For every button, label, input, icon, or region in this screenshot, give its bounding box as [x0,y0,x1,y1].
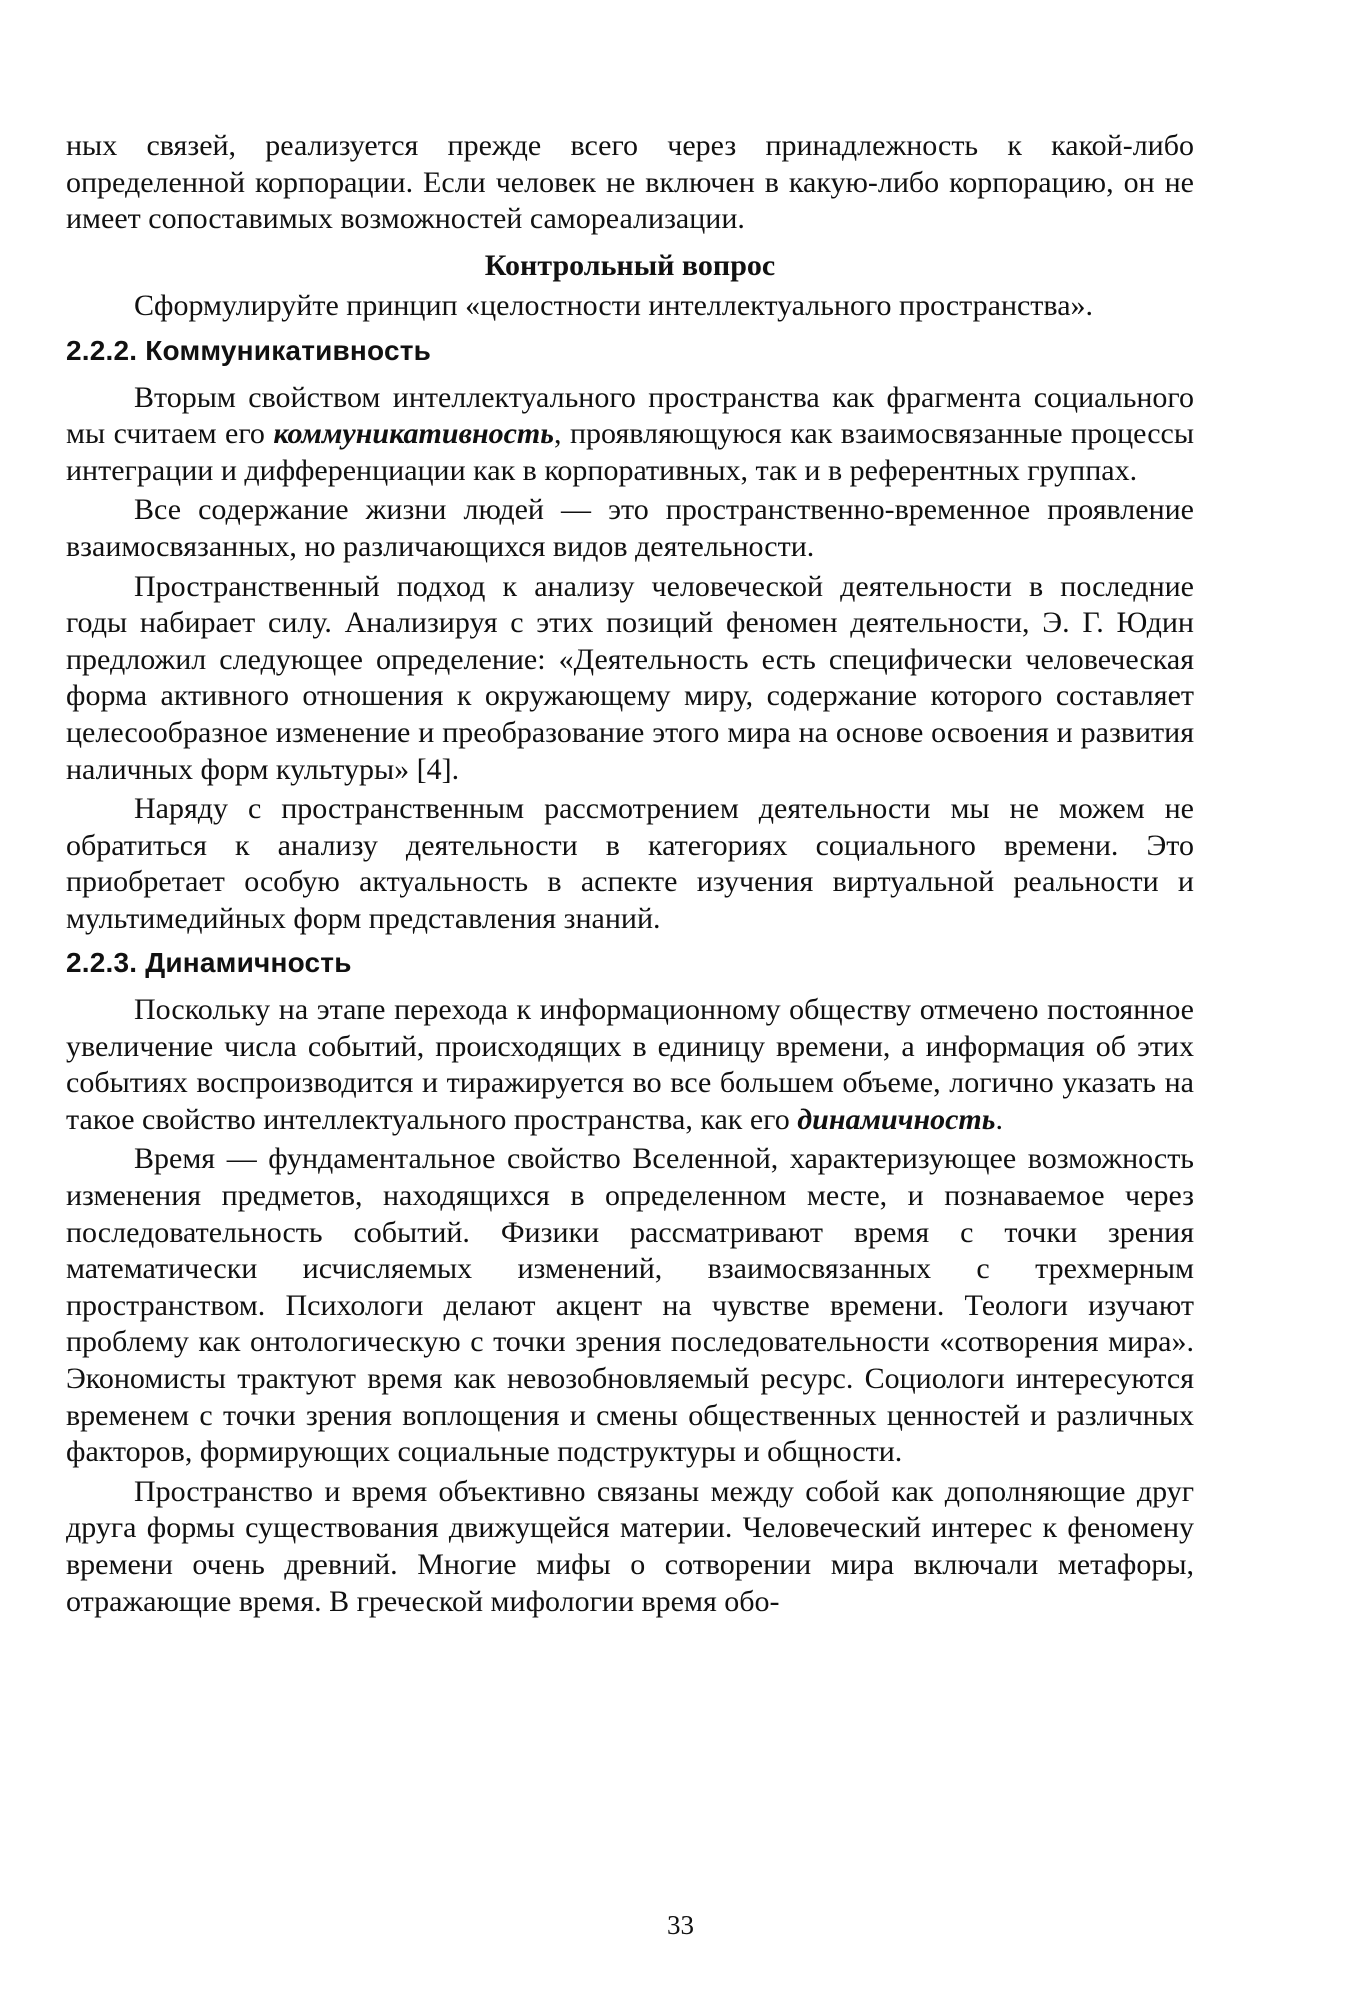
paragraph-text: Вторым свойством интеллектуального пространства как фрагмента социального мы считаем его [66,380,1194,451]
section-heading-dynamism: 2.2.3. Динамичность [66,947,352,979]
paragraph-spatial-approach: Пространственный подход к анализу человеческой деятельности в последние годы набирает силу. Анализируя с этих позиций феномен деятельности, Э. Г. Юдин предложил следующее определение: «Деятельность есть специфически человеческая форма активного отношения к окружающему миру, содержание которого составляет целесообразное изменение и преобразование этого мира на основе освоения и развития наличных форм культуры» [4]. [66,569,1194,786]
paragraph-text: Поскольку на этапе перехода к информационному обществу отмечено постоянное увеличение числа событий, происходящих в единицу времени, а информация об этих событиях воспроизводится и тиражируется во все большем объеме, логично указать на такое свойство интеллектуального пространства, как его [66,993,1194,1136]
paragraph-dynamism-definition [66,992,1194,1138]
section-heading-communicativeness: 2.2.2. Коммуникативность [66,334,432,366]
continuation-paragraph: ных связей, реализуется прежде всего через принадлежность к какой-либо определенной корпорации. Если человек не включен в какую-либо корпорацию, он не имеет сопоставимых возможностей самореализации. [66,129,1194,236]
emphasized-term: коммуникативность [273,417,554,451]
paragraph-time-definition: Время — фундаментальное свойство Вселенной, характеризующее возможность изменения предметов, находящихся в определенном месте, и познаваемое через последовательность событий. Физики рассматривают время с точки зрения математически исчисляемых изменений, взаимосвязанных с трехмерным пространством. Психологи делают акцент на чувстве времени. Теологи изучают проблему как онтологическую с точки зрения последовательности «сотворения мира». Экономисты трактуют время как невозобновляемый ресурс. Социологи интересуются временем с точки зрения воплощения и смены общественных ценностей и различных факторов, формирующих социальные подструктуры и общности. [66,1142,1194,1469]
page-body [66,128,1194,1620]
emphasized-term: динамичность [797,1102,996,1136]
paragraph-space-and-time: Пространство и время объективно связаны между собой как дополняющие друг друга формы существования движущейся материи. Человеческий интерес к феномену времени очень древний. Многие мифы о сотворении мира включали метафоры, отражающие время. В греческой мифологии время обо- [66,1474,1194,1618]
paragraph-text: , проявляющуюся как взаимосвязанные процессы интеграции и дифференциации как в корпоративных, так и в референтных группах. [66,417,1194,487]
paragraph-communicativeness-definition [66,380,1194,490]
paragraph-life-content: Все содержание жизни людей — это пространственно-временное проявление взаимосвязанных, но различающихся видов деятельности. [66,493,1194,563]
control-question-text: Сформулируйте принцип «целостности интеллектуального пространства». [134,289,1094,323]
paragraph-text: . [995,1102,1003,1136]
paragraph-social-time: Наряду с пространственным рассмотрением деятельности мы не можем не обратиться к анализу деятельности в категориях социального времени. Это приобретает особую актуальность в аспекте изучения виртуальной реальности и мультимедийных форм представления знаний. [66,792,1194,935]
page-number: 33 [667,1910,694,1940]
control-question-title: Контрольный вопрос [484,248,776,282]
